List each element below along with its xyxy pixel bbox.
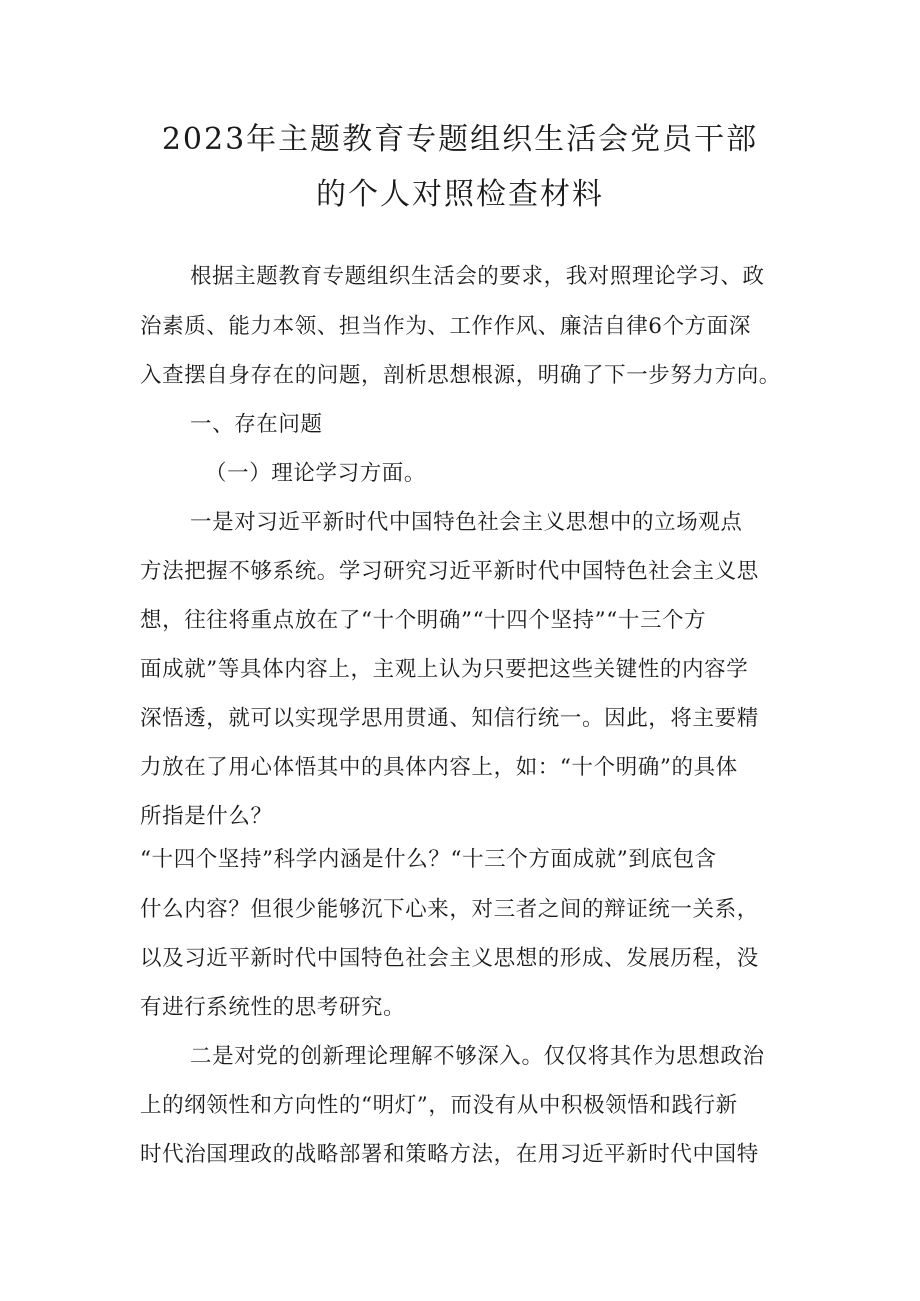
- paragraph-line: 二是对党的创新理论理解不够深入。仅仅将其作为思想政治: [190, 1044, 765, 1069]
- paragraph-line: 根据主题教育专题组织生活会的要求，我对照理论学习、政: [190, 264, 765, 289]
- paragraph-line: 深悟透，就可以实现学思用贯通、知信行统一。因此，将主要精: [140, 706, 759, 731]
- paragraph-line: 方法把握不够系统。学习研究习近平新时代中国特色社会主义思: [140, 559, 759, 584]
- paragraph-line: 一是对习近平新时代中国特色社会主义思想中的立场观点: [190, 510, 743, 535]
- document-title-line-2: 的个人对照检查材料: [316, 177, 604, 212]
- paragraph-line: 面成就”等具体内容上，主观上认为只要把这些关键性的内容学: [140, 657, 749, 682]
- paragraph-line: 力放在了用心体悟其中的具体内容上，如：“十个明确”的具体: [140, 755, 738, 780]
- paragraph-line: 所指是什么？: [140, 804, 273, 829]
- paragraph-line: 什么内容？但很少能够沉下心来，对三者之间的辩证统一关系，: [140, 897, 759, 922]
- paragraph-line: 时代治国理政的战略部署和策略方法，在用习近平新时代中国特: [140, 1142, 759, 1167]
- subsection-heading: （一）理论学习方面。: [205, 461, 427, 486]
- paragraph-line: 上的纲领性和方向性的“明灯”，而没有从中积极领悟和践行新: [140, 1093, 738, 1118]
- section-heading: 一、存在问题: [190, 412, 323, 437]
- paragraph-line: “十四个坚持”科学内涵是什么？“十三个方面成就”到底包含: [140, 847, 717, 872]
- paragraph-line: 以及习近平新时代中国特色社会主义思想的形成、发展历程，没: [140, 946, 759, 971]
- paragraph-line: 有进行系统性的思考研究。: [140, 995, 406, 1020]
- paragraph-line: 入查摆自身存在的问题，剖析思想根源，明确了下一步努力方向。: [140, 363, 781, 388]
- paragraph-line: 治素质、能力本领、担当作为、工作作风、廉洁自律6个方面深: [140, 314, 751, 339]
- paragraph-line: 想，往往将重点放在了“十个明确”“十四个坚持”“十三个方: [140, 608, 707, 633]
- document-title-line-1: 2023年主题教育专题组织生活会党员干部: [161, 122, 759, 157]
